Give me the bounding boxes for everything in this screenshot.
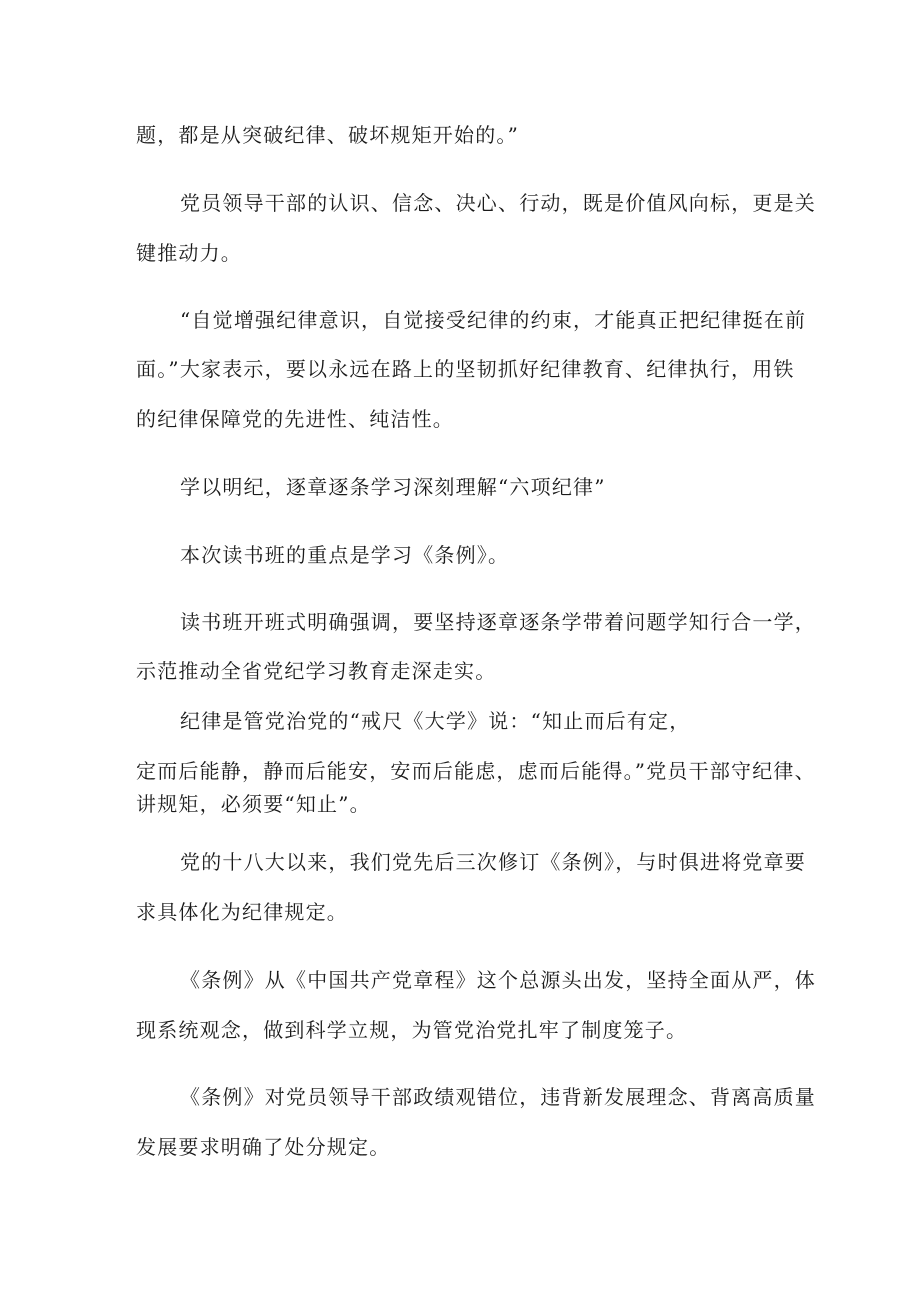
text-line: 题，都是从突破纪律、破坏规矩开始的。” <box>136 123 520 147</box>
text-line: 面。”大家表示，要以永远在路上的坚韧抓好纪律教育、纪律执行，用铁 <box>136 357 795 381</box>
text-line: 读书班开班式明确强调，要坚持逐章逐条学带着问题学知行合一学， <box>180 610 816 634</box>
section-heading: 学以明纪，逐章逐条学习深刻理解“六项纪律” <box>180 475 606 499</box>
text-line: 党的十八大以来，我们党先后三次修订《条例》，与时俱进将党章要 <box>180 850 806 874</box>
text-line: 求具体化为纪律规定。 <box>136 900 348 924</box>
text-line: 发展要求明确了处分规定。 <box>136 1135 391 1159</box>
text-line: 《条例》从《中国共产党章程》这个总源头出发，坚持全面从严，体 <box>180 968 816 992</box>
text-line: 讲规矩，必须要“知止”。 <box>136 792 371 816</box>
text-line: 《条例》对党员领导干部政绩观错位，违背新发展理念、背离高质量 <box>180 1085 816 1109</box>
text-line: 党员领导干部的认识、信念、决心、行动，既是价值风向标，更是关 <box>180 191 816 215</box>
text-line: 定而后能静，静而后能安，安而后能虑，虑而后能得。”党员干部守纪律、 <box>136 759 816 783</box>
text-line: 现系统观念，做到科学立规，为管党治党扎牢了制度笼子。 <box>136 1018 688 1042</box>
text-line: 本次读书班的重点是学习《条例》。 <box>180 543 510 567</box>
text-line: 的纪律保障党的先进性、纯洁性。 <box>136 407 454 431</box>
text-line: 纪律是管党治党的“戒尺《大学》说：“知止而后有定， <box>180 709 691 733</box>
text-line: 示范推动全省党纪学习教育走深走实。 <box>136 659 497 683</box>
text-line: 键推动力。 <box>136 241 242 265</box>
text-line: “自觉增强纪律意识，自觉接受纪律的约束，才能真正把纪律挺在前 <box>180 308 807 332</box>
